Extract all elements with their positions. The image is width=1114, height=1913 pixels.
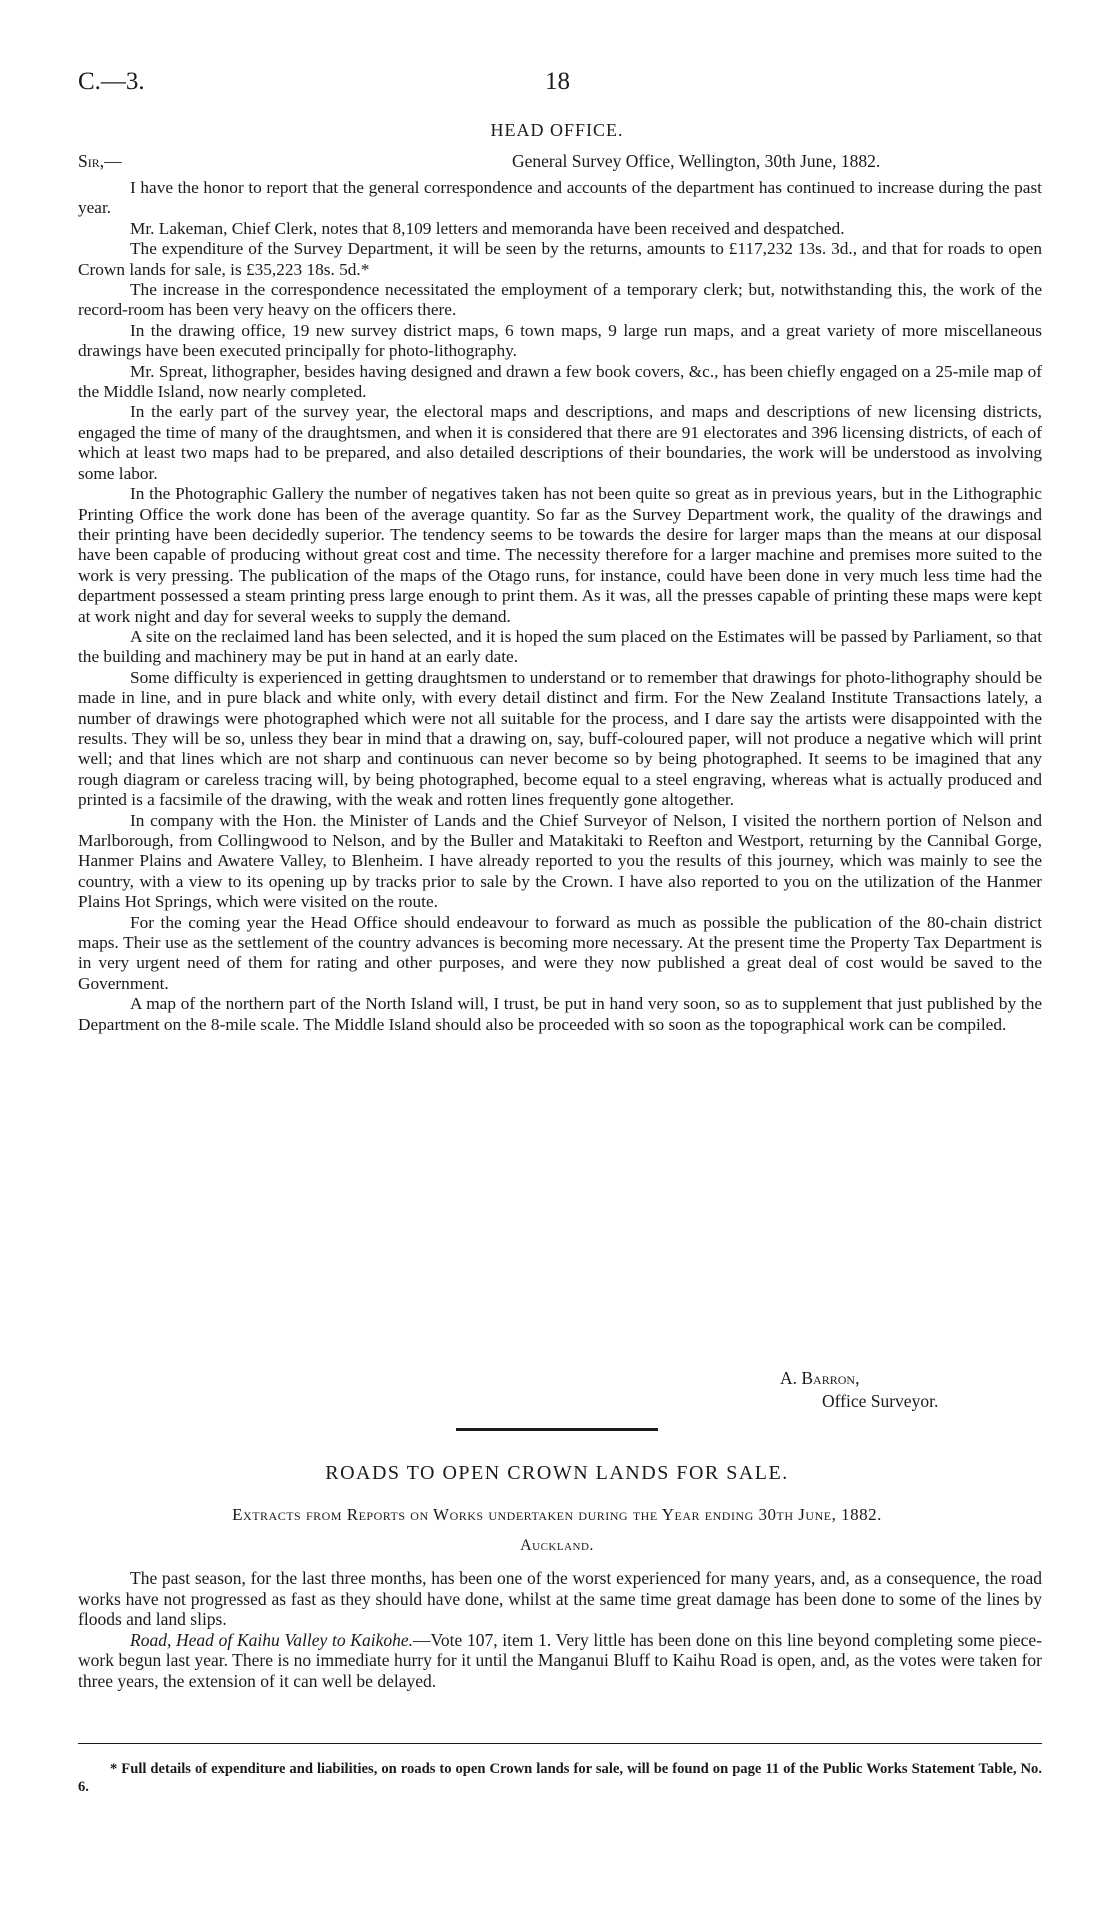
road-name: Road, Head of Kaihu Valley to Kaikohe. — [130, 1629, 413, 1650]
dateline: General Survey Office, Wellington, 30th June, 1882. — [512, 151, 881, 171]
paragraph: A site on the reclaimed land has been selected, and it is hoped the sum placed on the Estimates will be passed by Parliament, so that the building and machinery may be put in hand at an early date. — [78, 626, 1042, 667]
paragraph: In the Photographic Gallery the number of negatives taken has not been quite so great as in previous years, but in the Lithographic Printing Office the work done has been of the average quantity. So far as the Survey Department work, the quality of the drawings and their printing have been decidedly superior. The tendency seems to be towards the desire for larger maps than the means at our disposal have been capable of producing without great cost and time. The necessity therefore for a larger machine and premises more suited to the work is very pressing. The publication of the maps of the Otago runs, for instance, could have been done in very much less time had the department possessed a steam printing press large enough to print them. As it was, all the presses capable of printing these maps were kept at work night and day for several weeks to supply the demand. — [78, 484, 1042, 626]
section-title: ROADS TO OPEN CROWN LANDS FOR SALE. — [325, 1462, 789, 1484]
document-reference: C.—3. — [78, 68, 145, 95]
signature-title: Office Surveyor. — [822, 1391, 939, 1411]
section-subtitle: Extracts from Reports on Works undertaken during the Year ending 30th June, 1882. — [232, 1505, 882, 1524]
paragraph: For the coming year the Head Office should endeavour to forward as much as possible the publication of the 80-chain district maps. Their use as the settlement of the country advances is becoming more necessary. At the present time the Property Tax Department is in very urgent need of them for rating and other purposes, and were they now published a great deal of cost would be saved to the Government. — [78, 912, 1042, 993]
page-number: 18 — [545, 68, 570, 95]
road-description: —Vote 107, item 1. Very little has been done on this line beyond completing some piece-work begun last year. There is no immediate hurry for it until the Manganui Bluff to Kaihu Road is open, and, as the votes were taken for three years, the extension of it can well be delayed. — [78, 1629, 1042, 1691]
paragraph: In the early part of the survey year, the electoral maps and descriptions, and maps and descriptions of new licensing districts, engaged the time of many of the draughtsmen, and when it is considered that there are 91 electorates and 396 licensing districts, of each of which at least two maps had to be prepared, and also detailed descriptions of their boundaries, the work will be understood as involving some labor. — [78, 402, 1042, 483]
paragraph: A map of the northern part of the North Island will, I trust, be put in hand very soon, so as to supplement that just published by the Department on the 8-mile scale. The Middle Island should also be proceeded with so soon as the topographical work can be compiled. — [78, 994, 1042, 1034]
paragraph: The increase in the correspondence necessitated the employment of a temporary clerk; but, notwithstanding this, the work of the record-room has been very heavy on the officers there. — [78, 280, 1042, 320]
section-divider — [456, 1428, 658, 1431]
office-title: HEAD OFFICE. — [490, 120, 624, 140]
paragraph: The expenditure of the Survey Department, it will be seen by the returns, amounts to £117,232 13s. 3d., and that for roads to open Crown lands for sale, is £35,223 18s. 5d.* — [78, 239, 1042, 279]
paragraph: I have the honor to report that the general correspondence and accounts of the department has continued to increase during the past year. — [78, 178, 1042, 218]
paragraph: Mr. Spreat, lithographer, besides having designed and drawn a few book covers, &c., has been chiefly engaged on a 25-mile map of the Middle Island, now nearly completed. — [78, 361, 1042, 402]
paragraph: In company with the Hon. the Minister of Lands and the Chief Surveyor of Nelson, I visited the northern portion of Nelson and Marlborough, from Collingwood to Nelson, and by the Buller and Matakitaki to Reefton and Westport, returning by the Cannibal Gorge, Hanmer Plains and Awatere Valley, to Blenheim. I have already reported to you the results of this journey, which was mainly to see the country, with a view to its opening up by tracks prior to sale by the Crown. I have also reported to you on the utilization of the Hanmer Plains Hot Springs, which were visited on the route. — [78, 810, 1042, 912]
road-paragraph — [78, 1630, 1042, 1692]
signature-name: A. Barron, — [780, 1368, 860, 1388]
paragraph: In the drawing office, 19 new survey district maps, 6 town maps, 9 large run maps, and a great variety of more miscellaneous drawings have been executed principally for photo-lithography. — [78, 320, 1042, 361]
report-body — [78, 178, 1042, 1035]
section-body — [78, 1568, 1042, 1692]
paragraph: Some difficulty is experienced in getting draughtsmen to understand or to remember that drawings for photo-lithography should be made in line, and in pure black and white only, with every detail distinct and firm. For the New Zealand Institute Transactions lately, a number of drawings were photographed which were not all suitable for the process, and I dare say the artists were disappointed with the results. They will be so, unless they bear in mind that a drawing on, say, buff-coloured paper, will not produce a negative which will print well; and that lines which are not sharp and continuous can never become so by being photographed. It seems to be imagined that any rough diagram or careless tracing will, by being photographed, become equal to a steel engraving, whereas what is actually produced and printed is a facsimile of the drawing, with the weak and rotten lines frequently gone altogether. — [78, 667, 1042, 810]
paragraph: The past season, for the last three months, has been one of the worst experienced for many years, and, as a consequence, the road works have not progressed as fast as they should have done, whilst at the same time great damage has been done to some of the lines by floods and land slips. — [78, 1568, 1042, 1630]
region-heading: Auckland. — [520, 1537, 594, 1554]
salutation: Sir,— — [78, 151, 122, 171]
footnote: * Full details of expenditure and liabilities, on roads to open Crown lands for sale, will be found on page 11 of the Public Works Statement Table, No. 6. — [78, 1761, 1042, 1795]
paragraph: Mr. Lakeman, Chief Clerk, notes that 8,109 letters and memoranda have been received and despatched. — [130, 218, 845, 238]
footnote-rule — [78, 1743, 1042, 1744]
